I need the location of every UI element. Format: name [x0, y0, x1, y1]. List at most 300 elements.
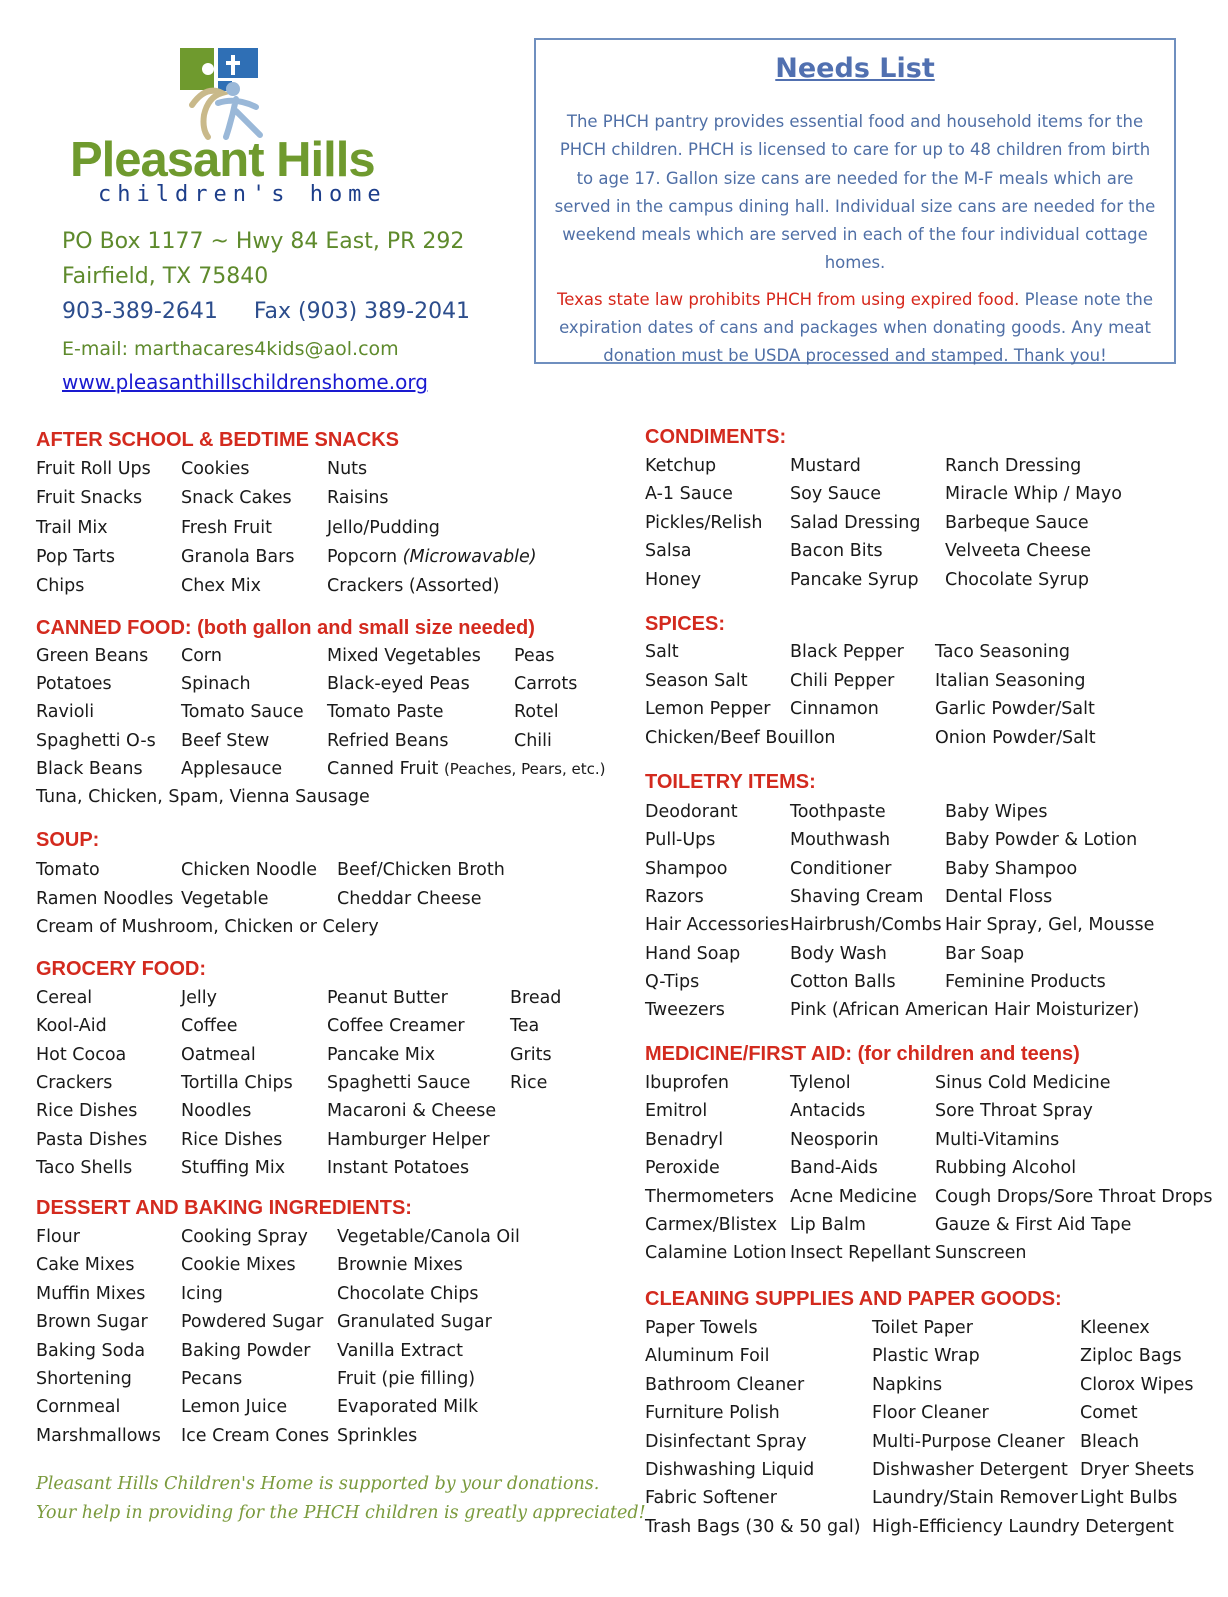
needs-intro-paragraph: The PHCH pantry provides essential food and household items for the PHCH children. PHCH is licensed to care for up to 48 children from birth to age 17. Gallon size cans are needed for the M-F meals which are served in the campus dining hall. Individual size cans are needed for the weekend meals which are served in each of the four individual cottage homes.	[554, 112, 1156, 273]
item-label: Chicken/Beef Bouillon	[645, 727, 836, 748]
list-item-condiments	[645, 512, 763, 534]
item-label: Chocolate Chips	[337, 1283, 479, 1304]
item-label: Peanut Butter	[327, 988, 448, 1008]
list-item-toiletry	[645, 801, 738, 823]
item-label: Pecans	[181, 1369, 243, 1389]
needs-list-box	[534, 38, 1176, 364]
list-item-medicine	[935, 1157, 1076, 1179]
list-item-canned	[327, 758, 606, 780]
item-label: Hand Soap	[645, 943, 741, 964]
list-item-soup-extra: Cream of Mushroom, Chicken or Celery	[36, 917, 379, 937]
item-label: Spaghetti Sauce	[327, 1072, 471, 1093]
item-label: Raisins	[327, 488, 389, 509]
item-label: Noodles	[181, 1101, 252, 1122]
list-item-canned	[36, 645, 148, 667]
list-item-grocery	[36, 1044, 126, 1066]
list-item-canned	[181, 758, 282, 780]
list-item-medicine	[790, 1186, 917, 1208]
list-item-cleaning	[645, 1317, 758, 1339]
list-item-toiletry	[945, 943, 1024, 965]
list-item-spices	[645, 727, 836, 749]
item-label: Kleenex	[1080, 1318, 1150, 1338]
list-item-soup	[36, 888, 173, 910]
item-label: Sinus Cold Medicine	[935, 1073, 1111, 1093]
item-label: Refried Beans	[327, 730, 449, 751]
list-item-dessert	[337, 1311, 492, 1333]
item-label: Cinnamon	[790, 699, 879, 719]
item-label: Mustard	[790, 456, 861, 476]
item-label: Sore Throat Spray	[935, 1101, 1093, 1122]
item-label: Applesauce	[181, 758, 283, 779]
item-label: Baking Powder	[181, 1340, 311, 1361]
list-item-condiments	[645, 540, 692, 562]
item-label: Ibuprofen	[645, 1073, 730, 1093]
list-item-spices	[935, 641, 1070, 663]
item-label: Laundry/Stain Remover	[872, 1488, 1078, 1509]
item-label: Pop Tarts	[36, 546, 115, 567]
item-label: Gauze & First Aid Tape	[935, 1215, 1132, 1235]
list-item-cleaning	[872, 1431, 1065, 1453]
item-label: Pickles/Relish	[645, 512, 763, 533]
item-label: Popcorn	[327, 546, 398, 567]
list-item-toiletry	[945, 886, 1052, 908]
item-label: Crackers	[36, 1072, 113, 1093]
list-item-dessert	[36, 1340, 145, 1362]
section-heading-canned: CANNED FOOD: (both gallon and small size needed)	[36, 617, 535, 639]
list-item-cleaning	[872, 1402, 989, 1424]
item-label: Paper Towels	[645, 1318, 758, 1338]
list-item-medicine	[935, 1242, 1026, 1264]
item-label: Marshmallows	[36, 1425, 161, 1446]
item-label: Coffee	[181, 1016, 238, 1037]
list-item-condiments	[945, 540, 1091, 562]
address-line-2: Fairfield, TX 75840	[62, 264, 269, 289]
thank-you-line-2: Your help in providing for the PHCH children is greatly appreciated!	[36, 1503, 646, 1523]
list-item-grocery	[327, 1044, 435, 1066]
item-label: Black Pepper	[790, 642, 904, 662]
item-label: Tea	[510, 1016, 540, 1037]
list-item-toiletry	[790, 829, 890, 851]
item-label: Rubbing Alcohol	[935, 1158, 1077, 1179]
list-item-soup	[181, 888, 269, 910]
list-item-canned	[514, 645, 555, 667]
list-item-medicine	[645, 1157, 720, 1179]
list-item-cleaning	[872, 1374, 942, 1396]
item-label: Lemon Pepper	[645, 699, 771, 719]
item-label: Rice Dishes	[36, 1101, 138, 1122]
item-label: Vegetable	[181, 888, 269, 909]
section-heading-condiments: CONDIMENTS:	[645, 426, 787, 448]
list-item-cleaning	[1080, 1374, 1193, 1396]
list-item-snacks	[327, 575, 499, 597]
list-item-dessert	[36, 1226, 80, 1248]
list-item-spices	[790, 641, 904, 663]
list-item-toiletry	[790, 999, 1139, 1021]
list-item-condiments	[790, 540, 883, 562]
item-label: Salad Dressing	[790, 512, 921, 533]
list-item-medicine	[645, 1100, 707, 1122]
item-label: Disinfectant Spray	[645, 1431, 807, 1452]
item-label: Baby Shampoo	[945, 858, 1078, 879]
item-label: Cornmeal	[36, 1397, 121, 1418]
item-label: Bacon Bits	[790, 541, 883, 562]
list-item-grocery	[327, 1072, 470, 1094]
item-label: Chocolate Syrup	[945, 569, 1089, 590]
list-item-grocery	[36, 1072, 112, 1094]
list-item-cleaning	[1080, 1431, 1139, 1453]
item-label: Soy Sauce	[790, 484, 882, 505]
list-item-medicine	[790, 1072, 851, 1094]
list-item-soup	[337, 888, 482, 910]
expired-food-warning: Texas state law prohibits PHCH from using expired food.	[557, 289, 1020, 309]
logo-wordmark: Pleasant Hills	[70, 133, 375, 187]
item-label: Italian Seasoning	[935, 670, 1086, 691]
item-label: Shampoo	[645, 858, 728, 879]
list-item-grocery	[36, 1129, 147, 1151]
item-label: Taco Shells	[36, 1157, 133, 1178]
item-label: High-Efficiency Laundry Detergent	[872, 1516, 1174, 1537]
list-item-dessert	[181, 1226, 308, 1248]
item-label: Velveeta Cheese	[945, 541, 1092, 562]
list-item-toiletry	[945, 801, 1048, 823]
item-label: Oatmeal	[181, 1044, 256, 1065]
item-label: Hair Accessories	[645, 915, 790, 936]
list-item-canned	[327, 673, 470, 695]
list-item-toiletry	[790, 858, 891, 880]
list-item-dessert	[337, 1226, 520, 1248]
item-label: Spaghetti O-s	[36, 730, 156, 751]
list-item-grocery	[327, 987, 448, 1009]
item-label: Carmex/Blistex	[645, 1215, 778, 1235]
item-label: Black Beans	[36, 758, 143, 779]
list-item-snacks	[36, 517, 108, 539]
item-label: Ranch Dressing	[945, 456, 1082, 476]
list-item-canned	[327, 645, 481, 667]
website-link[interactable]: www.pleasanthillschildrenshome.org	[62, 370, 428, 394]
item-label: Band-Aids	[790, 1158, 878, 1179]
item-label: Corn	[181, 646, 222, 666]
list-item-dessert	[337, 1283, 479, 1305]
item-label: Tomato Sauce	[181, 702, 304, 723]
item-label: Bleach	[1080, 1431, 1140, 1452]
item-label: Hamburger Helper	[327, 1129, 490, 1150]
list-item-snacks	[181, 487, 292, 509]
item-label: Brownie Mixes	[337, 1255, 463, 1276]
item-label: Carrots	[514, 674, 578, 695]
list-item-condiments	[790, 569, 919, 591]
list-item-grocery	[327, 1015, 465, 1037]
item-label: Bar Soap	[945, 943, 1025, 964]
list-item-cleaning	[645, 1345, 770, 1367]
item-label: Cough Drops/Sore Throat Drops	[935, 1186, 1213, 1207]
item-label: Chili	[514, 730, 552, 751]
item-label: Lip Balm	[790, 1215, 866, 1235]
list-item-medicine	[935, 1129, 1059, 1151]
list-item-canned	[36, 730, 156, 752]
list-item-grocery	[36, 1015, 107, 1037]
item-label: Cookies	[181, 459, 250, 479]
item-label: Macaroni & Cheese	[327, 1101, 497, 1122]
list-item-cleaning	[645, 1487, 777, 1509]
list-item-dessert	[36, 1311, 148, 1333]
list-item-toiletry	[945, 971, 1106, 993]
item-label: Fruit Snacks	[36, 488, 143, 509]
list-item-condiments	[945, 483, 1122, 505]
list-item-canned	[36, 701, 94, 723]
list-item-canned	[514, 701, 559, 723]
item-label: Fresh Fruit	[181, 517, 272, 538]
item-label: Furniture Polish	[645, 1403, 780, 1424]
item-label: Coffee Creamer	[327, 1016, 465, 1037]
list-item-snacks	[36, 487, 142, 509]
list-item-snacks	[36, 546, 115, 568]
list-item-toiletry	[945, 829, 1137, 851]
list-item-grocery	[181, 1157, 285, 1179]
logo-figures-graphic	[178, 45, 273, 140]
list-item-spices	[645, 641, 679, 663]
item-label: Beef Stew	[181, 730, 270, 751]
list-item-grocery	[36, 1157, 132, 1179]
list-item-soup	[36, 859, 100, 881]
list-item-dessert	[36, 1425, 161, 1447]
list-item-medicine	[935, 1072, 1110, 1094]
item-label: Clorox Wipes	[1080, 1374, 1194, 1395]
list-item-cleaning	[645, 1431, 807, 1453]
list-item-condiments	[945, 455, 1081, 477]
item-label: Peas	[514, 646, 555, 666]
item-label: Trail Mix	[36, 517, 108, 538]
list-item-toiletry	[645, 999, 725, 1021]
item-label: Salsa	[645, 541, 692, 562]
list-item-toiletry	[945, 858, 1077, 880]
item-label: Baby Powder & Lotion	[945, 830, 1138, 851]
list-item-spices	[935, 727, 1096, 749]
item-label: Pancake Syrup	[790, 569, 919, 590]
list-item-grocery	[181, 1015, 238, 1037]
item-label: Mixed Vegetables	[327, 646, 481, 666]
item-label: Plastic Wrap	[872, 1346, 980, 1367]
section-heading-dessert: DESSERT AND BAKING INGREDIENTS:	[36, 1197, 412, 1219]
list-item-cleaning	[872, 1317, 973, 1339]
item-label: Sunscreen	[935, 1243, 1027, 1264]
list-item-dessert	[337, 1396, 478, 1418]
list-item-cleaning	[872, 1345, 980, 1367]
list-item-condiments	[790, 455, 861, 477]
item-label: Flour	[36, 1227, 80, 1247]
list-item-canned	[181, 730, 269, 752]
canned-fruit-note: (Peaches, Pears, etc.)	[443, 759, 606, 778]
thank-you-note	[36, 1470, 646, 1528]
item-label: Insect Repellant	[790, 1243, 931, 1264]
list-item-cleaning	[645, 1374, 804, 1396]
list-item-spices	[645, 670, 748, 692]
item-label: Nuts	[327, 459, 368, 479]
list-item-grocery	[510, 987, 561, 1009]
item-label: Multi-Vitamins	[935, 1129, 1060, 1150]
item-label: Peroxide	[645, 1158, 720, 1179]
list-item-grocery	[510, 1015, 539, 1037]
list-item-spices	[645, 698, 771, 720]
list-item-condiments	[945, 512, 1089, 534]
item-label: Black-eyed Peas	[327, 674, 470, 695]
item-label: Pasta Dishes	[36, 1129, 148, 1150]
item-label: Shaving Cream	[790, 886, 924, 907]
item-label: Jello/Pudding	[327, 517, 440, 538]
item-label: Deodorant	[645, 802, 738, 822]
list-item-dessert	[181, 1368, 242, 1390]
list-item-cleaning	[645, 1516, 861, 1538]
list-item-toiletry	[645, 886, 704, 908]
item-label: Ice Cream Cones	[181, 1425, 330, 1446]
item-label: Hair Spray, Gel, Mousse	[945, 915, 1155, 936]
expiration-note: Please note the expiration dates of cans and packages when donating goods. Any meat donation must be USDA processed and stamped. Thank you!	[559, 289, 1153, 366]
list-item-grocery	[510, 1072, 547, 1094]
item-label: Fruit Roll Ups	[36, 459, 151, 479]
list-item-grocery	[181, 1044, 256, 1066]
item-label: Napkins	[872, 1374, 943, 1395]
item-label: Chips	[36, 576, 85, 597]
list-item-cleaning	[872, 1459, 1068, 1481]
list-item-condiments	[645, 483, 733, 505]
section-heading-snacks: AFTER SCHOOL & BEDTIME SNACKS	[36, 429, 399, 451]
item-label: Calamine Lotion	[645, 1243, 787, 1264]
list-item-dessert	[181, 1396, 287, 1418]
list-item-spices	[935, 670, 1085, 692]
list-item-dessert	[337, 1340, 463, 1362]
item-label: Tomato	[36, 860, 100, 880]
list-item-medicine	[790, 1157, 878, 1179]
item-label: Feminine Products	[945, 971, 1106, 992]
list-item-dessert	[36, 1254, 134, 1276]
item-label: Icing	[181, 1283, 223, 1304]
list-item-cleaning	[645, 1459, 814, 1481]
list-item-grocery	[181, 1072, 293, 1094]
list-item-dessert	[337, 1254, 463, 1276]
list-item-grocery	[36, 1100, 137, 1122]
item-label: Chex Mix	[181, 576, 262, 597]
item-label: A-1 Sauce	[645, 484, 733, 505]
section-heading-grocery: GROCERY FOOD:	[36, 958, 207, 980]
list-item-medicine	[645, 1072, 729, 1094]
item-label: Vanilla Extract	[337, 1340, 463, 1361]
item-label: Onion Powder/Salt	[935, 727, 1096, 748]
item-label: Body Wash	[790, 943, 887, 964]
list-item-condiments	[645, 569, 701, 591]
item-label: Cereal	[36, 988, 93, 1008]
list-item-cleaning	[1080, 1317, 1150, 1339]
item-label: Barbeque Sauce	[945, 512, 1089, 533]
thank-you-line-1: Pleasant Hills Children's Home is supported by your donations.	[36, 1474, 600, 1494]
list-item-medicine	[645, 1186, 774, 1208]
address-line-1: PO Box 1177 ~ Hwy 84 East, PR 292	[62, 229, 465, 254]
list-item-toiletry	[790, 801, 886, 823]
list-item-toiletry	[645, 943, 740, 965]
item-label: Mouthwash	[790, 830, 891, 851]
list-item-canned	[181, 673, 251, 695]
list-item-spices	[790, 698, 879, 720]
item-label: Tweezers	[645, 1000, 725, 1021]
list-item-canned	[327, 701, 444, 723]
item-label: Sprinkles	[337, 1425, 418, 1446]
item-label: Shortening	[36, 1369, 132, 1389]
list-item-condiments	[945, 569, 1089, 591]
item-label: Fruit (pie filling)	[337, 1369, 476, 1389]
list-item-medicine	[645, 1242, 787, 1264]
item-label: Neosporin	[790, 1129, 879, 1150]
item-label: Spinach	[181, 674, 251, 695]
email-address: E-mail: marthacares4kids@aol.com	[62, 338, 399, 360]
list-item-canned-extra: Tuna, Chicken, Spam, Vienna Sausage	[36, 787, 370, 807]
item-label: Cake Mixes	[36, 1255, 135, 1276]
list-item-medicine	[935, 1214, 1131, 1236]
list-item-grocery	[327, 1100, 496, 1122]
list-item-dessert	[36, 1283, 145, 1305]
item-label: Ziploc Bags	[1080, 1346, 1182, 1367]
list-item-grocery	[36, 987, 92, 1009]
item-label: Evaporated Milk	[337, 1397, 479, 1418]
list-item-grocery	[181, 987, 217, 1009]
item-label: Beef/Chicken Broth	[337, 860, 505, 880]
list-item-toiletry	[645, 914, 789, 936]
item-label: Green Beans	[36, 646, 149, 666]
item-label: Pull-Ups	[645, 830, 716, 851]
item-label: Instant Potatoes	[327, 1157, 470, 1178]
item-label: Taco Seasoning	[935, 642, 1070, 662]
item-label: Cookie Mixes	[181, 1255, 296, 1276]
logo-subtitle: children's home	[98, 182, 387, 207]
item-label: Crackers (Assorted)	[327, 576, 500, 597]
item-label: Cheddar Cheese	[337, 888, 482, 909]
list-item-toiletry	[790, 886, 923, 908]
item-label: Vegetable/Canola Oil	[337, 1227, 520, 1247]
item-label: Dryer Sheets	[1080, 1460, 1195, 1480]
item-label: Multi-Purpose Cleaner	[872, 1431, 1065, 1452]
section-heading-medicine: MEDICINE/FIRST AID: (for children and teens)	[645, 1043, 1080, 1065]
list-item-snacks	[36, 458, 151, 480]
list-item-canned	[36, 758, 143, 780]
item-label: Dishwasher Detergent	[872, 1460, 1068, 1480]
list-item-cleaning	[1080, 1345, 1182, 1367]
item-label: Razors	[645, 886, 704, 907]
list-item-snacks	[36, 575, 84, 597]
item-label: Light Bulbs	[1080, 1488, 1178, 1509]
item-label: Floor Cleaner	[872, 1403, 989, 1424]
list-item-medicine	[935, 1186, 1213, 1208]
section-heading-cleaning: CLEANING SUPPLIES AND PAPER GOODS:	[645, 1288, 1062, 1310]
item-label: Muffin Mixes	[36, 1283, 146, 1304]
fax-number: Fax (903) 389-2041	[253, 299, 471, 324]
list-item-condiments	[645, 455, 716, 477]
item-label: Rice Dishes	[181, 1129, 283, 1150]
list-item-dessert	[36, 1368, 132, 1390]
item-label: Acne Medicine	[790, 1186, 917, 1207]
item-label: Powdered Sugar	[181, 1312, 324, 1333]
item-label: Thermometers	[645, 1186, 774, 1207]
list-item-canned	[514, 730, 552, 752]
list-item-condiments	[790, 512, 920, 534]
list-item-medicine	[645, 1214, 777, 1236]
item-label: Toothpaste	[790, 802, 886, 822]
list-item-soup	[337, 859, 505, 881]
item-label: Cooking Spray	[181, 1227, 308, 1247]
list-item-snacks	[181, 458, 250, 480]
list-item-toiletry	[790, 971, 896, 993]
list-item-medicine	[790, 1129, 879, 1151]
item-label: Tortilla Chips	[181, 1072, 293, 1093]
item-label: Rotel	[514, 702, 559, 723]
item-label: Pancake Mix	[327, 1044, 436, 1065]
list-item-canned	[181, 645, 222, 667]
